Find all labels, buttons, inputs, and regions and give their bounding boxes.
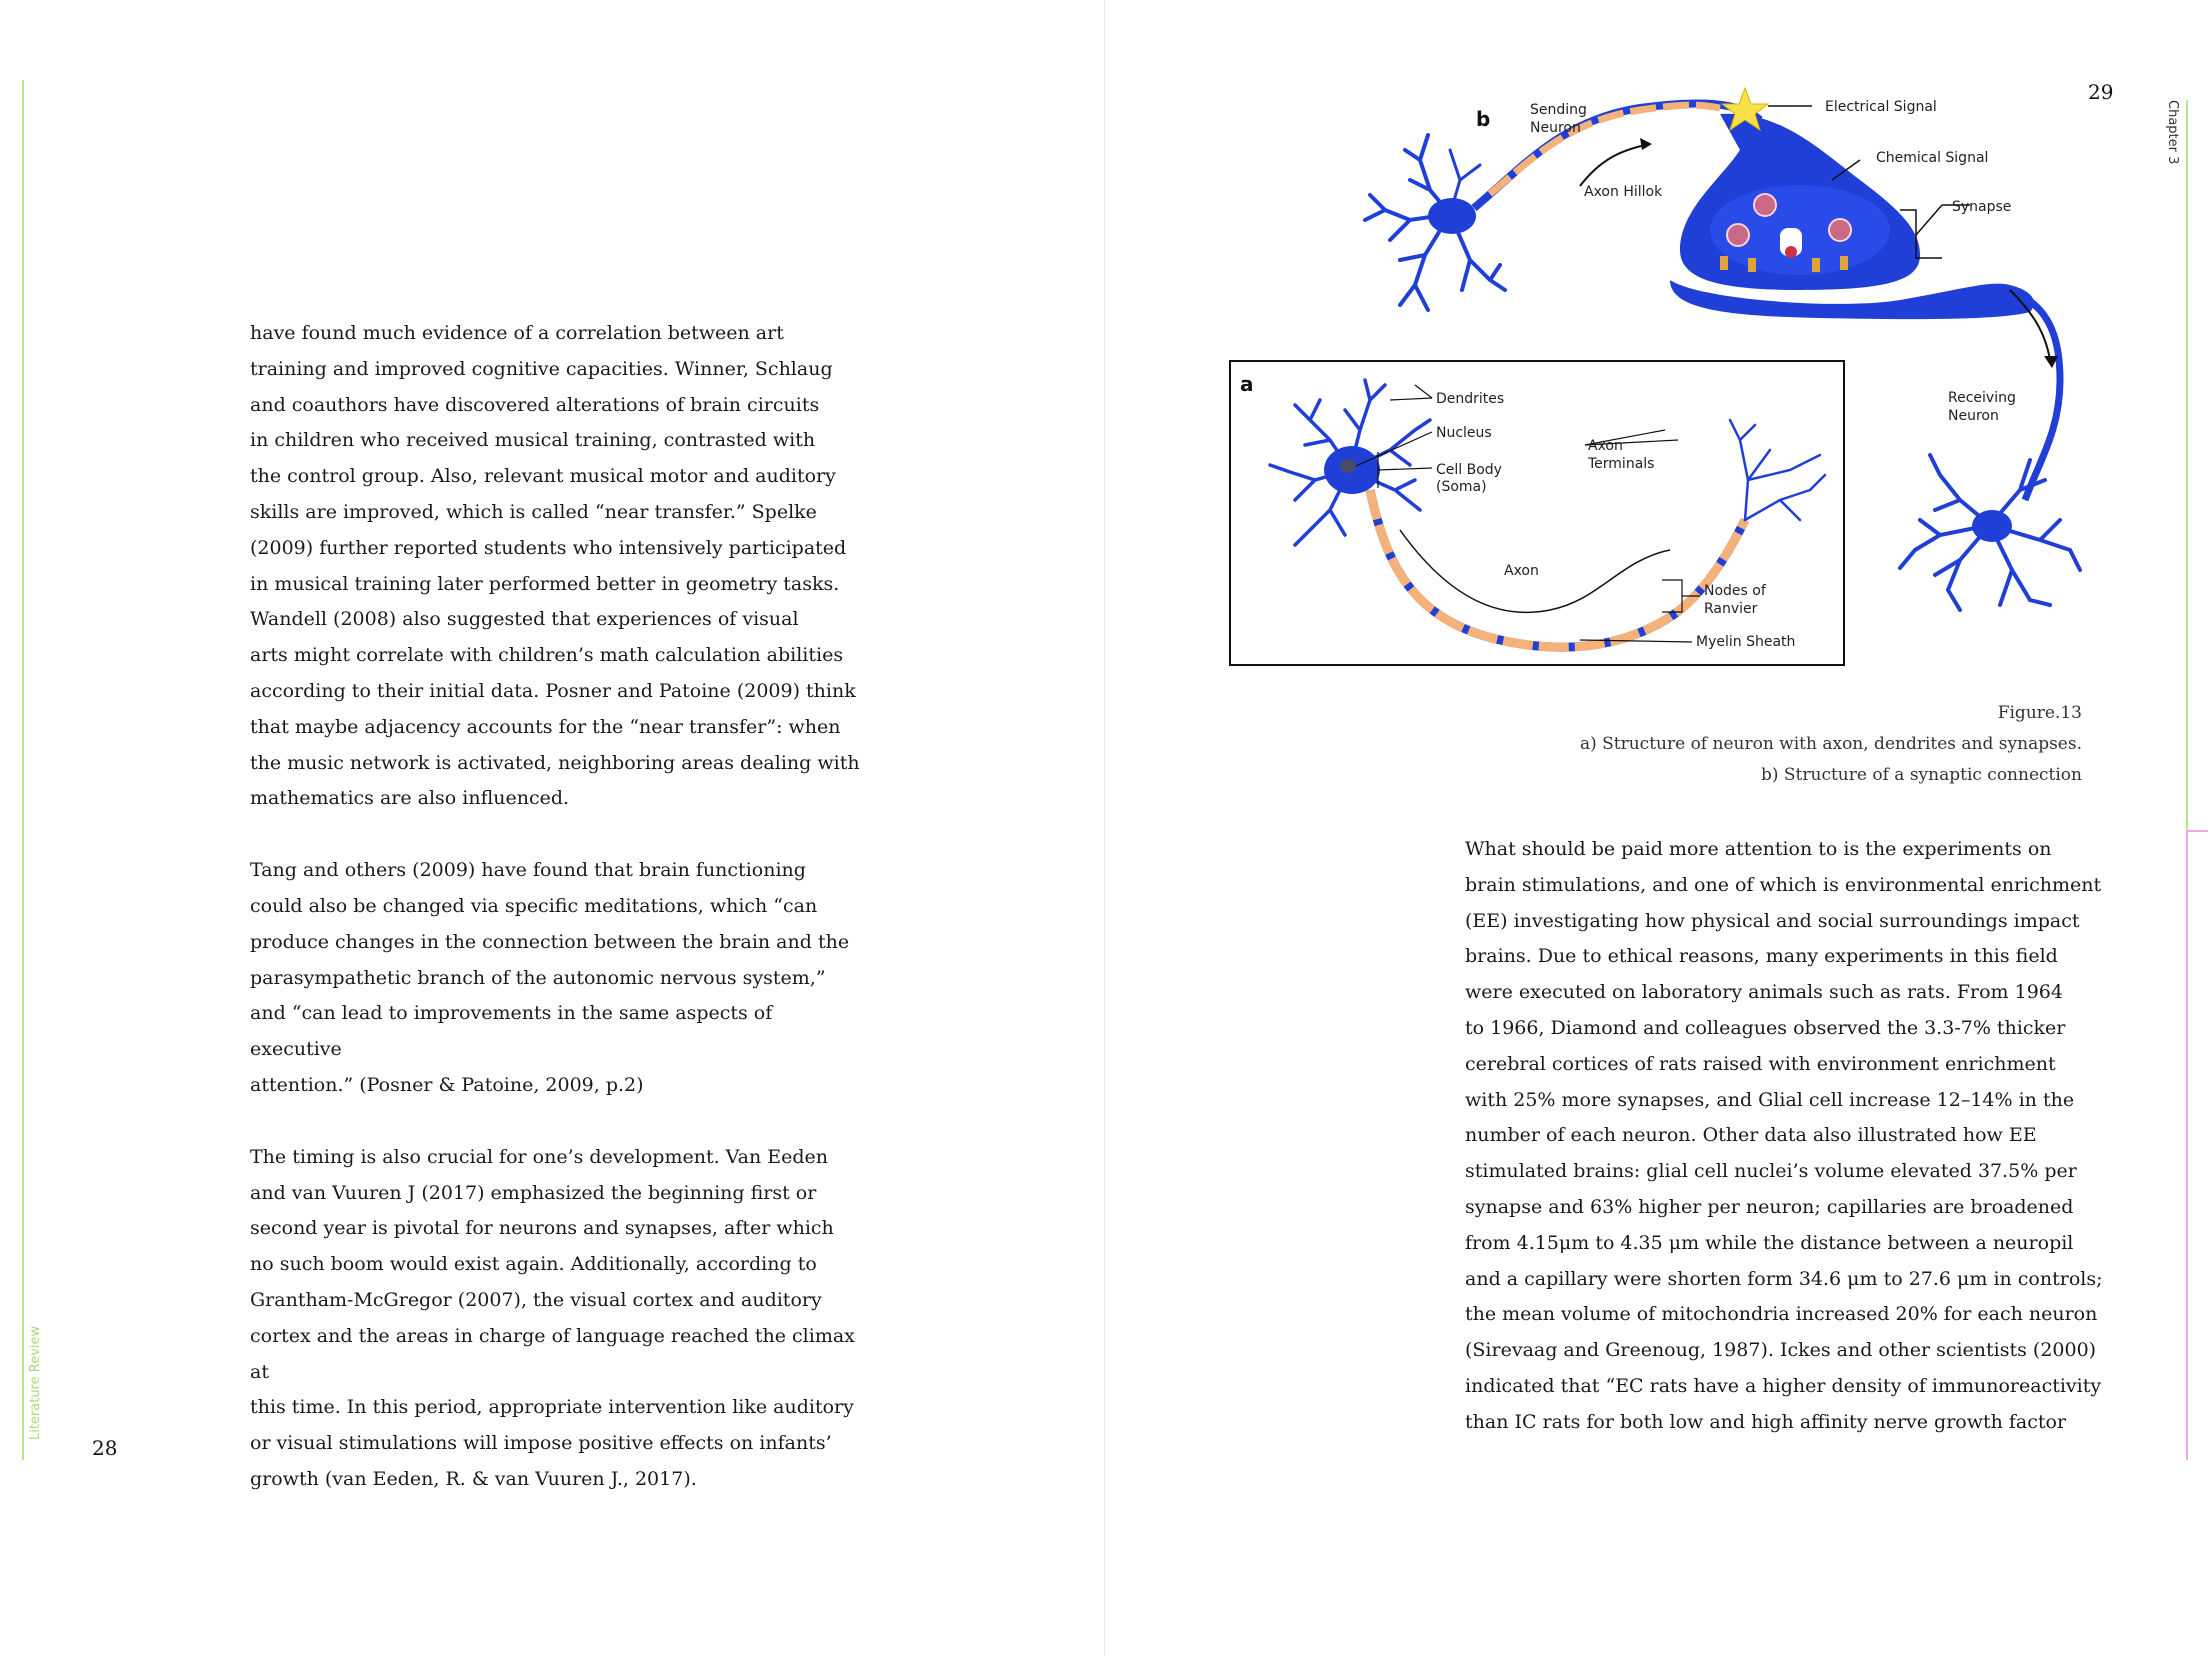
left-margin-rule (22, 80, 24, 1460)
right-margin-tick (2186, 830, 2208, 832)
label-cell-body-2: (Soma) (1436, 479, 1487, 495)
label-myelin-sheath: Myelin Sheath (1696, 634, 1796, 650)
page-number-right: 29 (2088, 80, 2114, 104)
page-number-left: 28 (92, 1436, 118, 1460)
label-synapse: Synapse (1952, 199, 2012, 215)
right-margin-rule (2186, 100, 2188, 830)
label-nucleus: Nucleus (1436, 425, 1492, 441)
label-chemical-signal: Chemical Signal (1876, 150, 1989, 166)
paragraph: The timing is also crucial for one’s development. Van Eeden and van Vuuren J (2017) emphasized the beginning first or second year is pivotal for neurons and synapses, after which no such boom would exist again. Additionally, according to Grantham-McGregor (2007), the visual cortex and auditory cortex and the areas in charge of language reached the climax at this time. In this period, appropriate intervention like auditory or visual stimulations will impose positive effects on infants’ growth (van Eeden, R. & van Vuuren J., 2017). (250, 1145, 855, 1490)
neuron-figure (1200, 80, 2100, 680)
label-axon: Axon (1504, 563, 1539, 579)
paragraph: have found much evidence of a correlation between art training and improved cognitive capacities. Winner, Schlaug and coauthors have discovered alterations of brain circuits in children who received musical training, contrasted with the control group. Also, relevant musical motor and auditory skills are improved, which is called “near transfer.” Spelke (2009) further reported students who intensively participated in musical training later performed better in geometry tasks. Wandell (2008) also suggested that experiences of visual arts might correlate with children’s math calculation abilities according to their initial data. Posner and Patoine (2009) think that maybe adjacency accounts for the “near transfer”: when the music network is activated, neighboring areas dealing with mathematics are also influenced. (250, 322, 860, 810)
label-electrical-signal: Electrical Signal (1825, 99, 1937, 115)
label-axon-terminals-1: Axon (1588, 438, 1623, 454)
label-nodes-of-ranvier-1: Nodes of (1704, 583, 1766, 599)
sending-soma (1428, 198, 1476, 234)
neuron-nucleus (1340, 459, 1356, 473)
label-axon-terminals-2: Terminals (1588, 456, 1655, 472)
right-margin-rule-accent (2186, 830, 2188, 1460)
hillok-arrow (1580, 144, 1650, 186)
right-page-body (1465, 832, 2105, 1441)
label-dendrites: Dendrites (1436, 391, 1505, 407)
label-sending-neuron-2: Neuron (1530, 120, 1581, 136)
left-page-body (250, 316, 870, 1534)
paragraph: Tang and others (2009) have found that brain functioning could also be changed via specific meditations, which “can produce changes in the connection between the brain and the parasympathetic branch of the autonomic nervous system,” and “can lead to improvements in the same aspects of executive attention.” (Posner & Patoine, 2009, p.2) (250, 859, 850, 1096)
figure-caption (1580, 698, 2082, 791)
running-chapter-label: Chapter 3 (2165, 100, 2180, 165)
figure-caption-b: b) Structure of a synaptic connection (1760, 765, 2082, 785)
label-nodes-of-ranvier-2: Ranvier (1704, 601, 1758, 617)
spread-gutter (1104, 0, 1105, 1656)
paragraph: What should be paid more attention to is the experiments on brain stimulations, and one of which is environmental enrichment (EE) investigating how physical and social surroundings impact brains. Due to ethical reasons, many experiments in this field were executed on laboratory animals such as rats. From 1964 to 1966, Diamond and colleagues observed the 3.3-7% thicker cerebral cortices of rats raised with environment enrichment with 25% more synapses, and Glial cell increase 12–14% in the number of each neuron. Other data also illustrated how EE stimulated brains: glial cell nuclei’s volume elevated 37.5% per synapse and 63% higher per neuron; capillaries are broadened from 4.15μm to 4.35 μm while the distance between a neuropil and a capillary were shorten form 34.6 μm to 27.6 μm in controls; the mean volume of mitochondria increased 20% for each neuron (Sirevaag and Greenoug, 1987). Ickes and other scientists (2000) indicated that “EC rats have a higher density of immunoreactivity than IC rats for both low and high affinity nerve growth factor (1465, 838, 2103, 1433)
running-section-label: Literature Review (28, 1325, 43, 1440)
panel-a-letter: a (1240, 372, 1254, 396)
figure-title: Figure.13 (1997, 703, 2082, 723)
label-receiving-neuron-1: Receiving (1948, 390, 2016, 406)
sending-myelin (1490, 105, 1720, 194)
panel-b-letter: b (1476, 107, 1491, 131)
panel-a-frame (1230, 361, 1844, 665)
label-receiving-neuron-2: Neuron (1948, 408, 1999, 424)
label-axon-hillok: Axon Hillok (1584, 184, 1663, 200)
label-sending-neuron-1: Sending (1530, 102, 1587, 118)
receiving-soma (1972, 510, 2012, 542)
figure-caption-a: a) Structure of neuron with axon, dendrites and synapses. (1579, 734, 2082, 754)
label-cell-body-1: Cell Body (1436, 462, 1502, 478)
